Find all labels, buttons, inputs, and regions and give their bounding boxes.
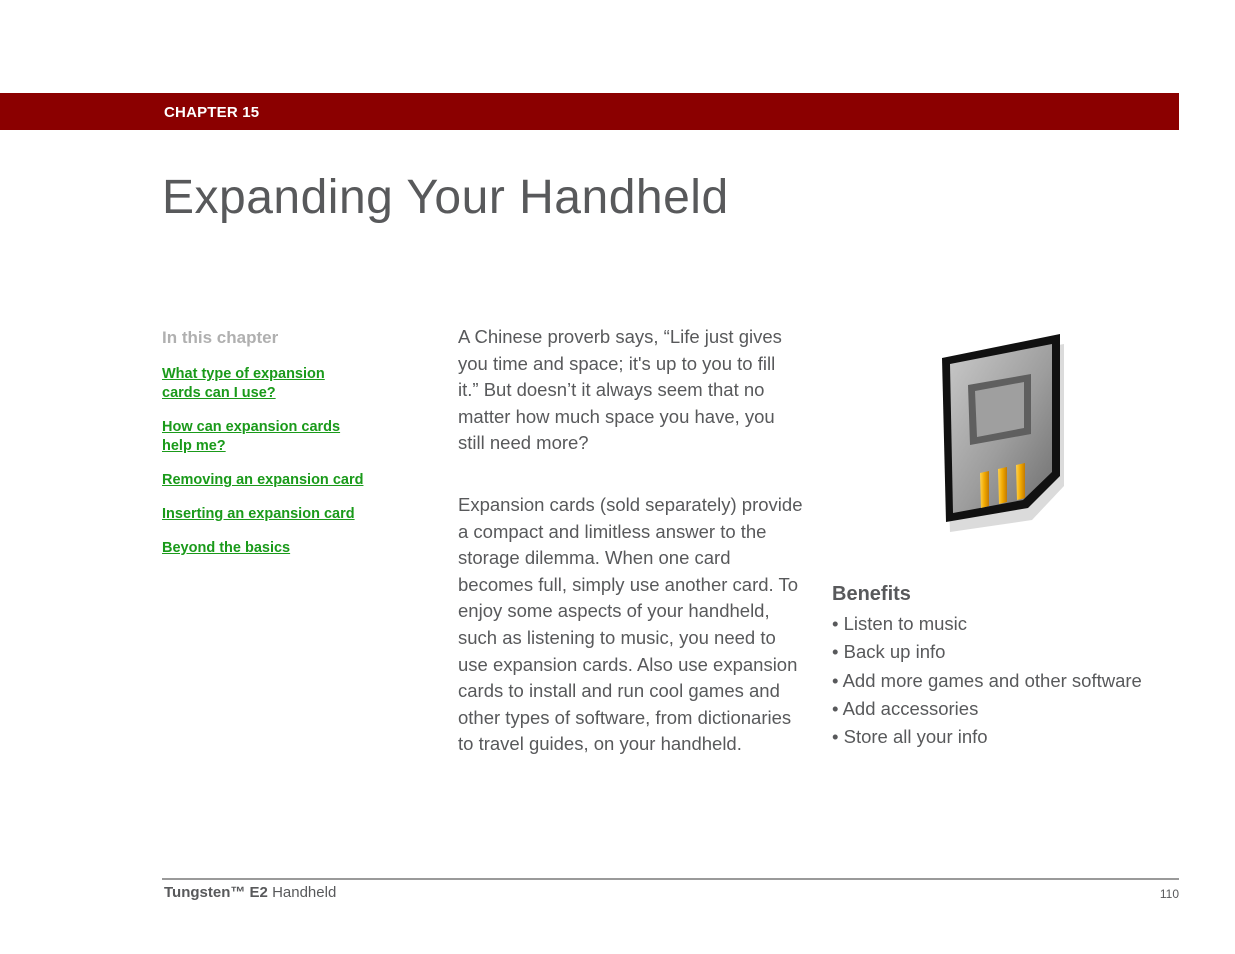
toc-link-label: help me? [162,438,226,454]
chapter-label: CHAPTER 15 [164,104,260,121]
benefit-item: • Listen to music [832,613,968,634]
toc-link-card-types[interactable] [162,365,325,403]
toc-link-beyond-basics[interactable] [162,539,290,558]
footer-brand: Tungsten™ E2 [164,884,268,901]
benefit-item: • Add accessories [832,697,979,719]
benefit-item: • Back up info [832,641,946,663]
expansion-card-icon [928,330,1078,545]
footer-product: Handheld [267,884,337,901]
toc-link-removing-card[interactable] [162,471,363,490]
toc-link-label: Removing an expansion card [162,472,364,488]
page-number: 110 [1159,887,1179,901]
toc-link-label: Beyond the basics [162,540,291,556]
footer-divider [162,878,1179,880]
benefits-list [832,610,1142,751]
benefits-title: Benefits [832,583,911,605]
benefit-item: • Store all your info [832,726,988,748]
toc-link-how-cards-help[interactable] [162,418,340,456]
footer-product-name [164,884,336,901]
benefit-item: • Add more games and other software [832,669,1142,691]
toc-link-label: Inserting an expansion card [162,506,355,522]
toc-link-inserting-card[interactable] [162,505,355,524]
expansion-paragraph: Expansion cards (sold separately) provide a compact and limitless answer to the storage dilemma. When one card becomes full, simply use another card. To enjoy some aspects of your handheld, such as listening to music, you need to use expansion cards. Also use expansion cards to install and run cool games and other types of software, from dictionaries to travel guides, on your handheld. [458,494,803,755]
toc-link-label: cards can I use? [162,385,276,401]
page-title: Expanding Your Handheld [162,171,729,224]
toc-link-label: What type of expansion [162,366,325,382]
toc-heading: In this chapter [162,328,279,347]
intro-paragraph: A Chinese proverb says, “Life just gives you time and space; it's up to you to fill it.” But doesn’t it always seem that no matter how much space you have, you still need more? [458,326,782,454]
toc-link-label: How can expansion cards [162,419,341,435]
